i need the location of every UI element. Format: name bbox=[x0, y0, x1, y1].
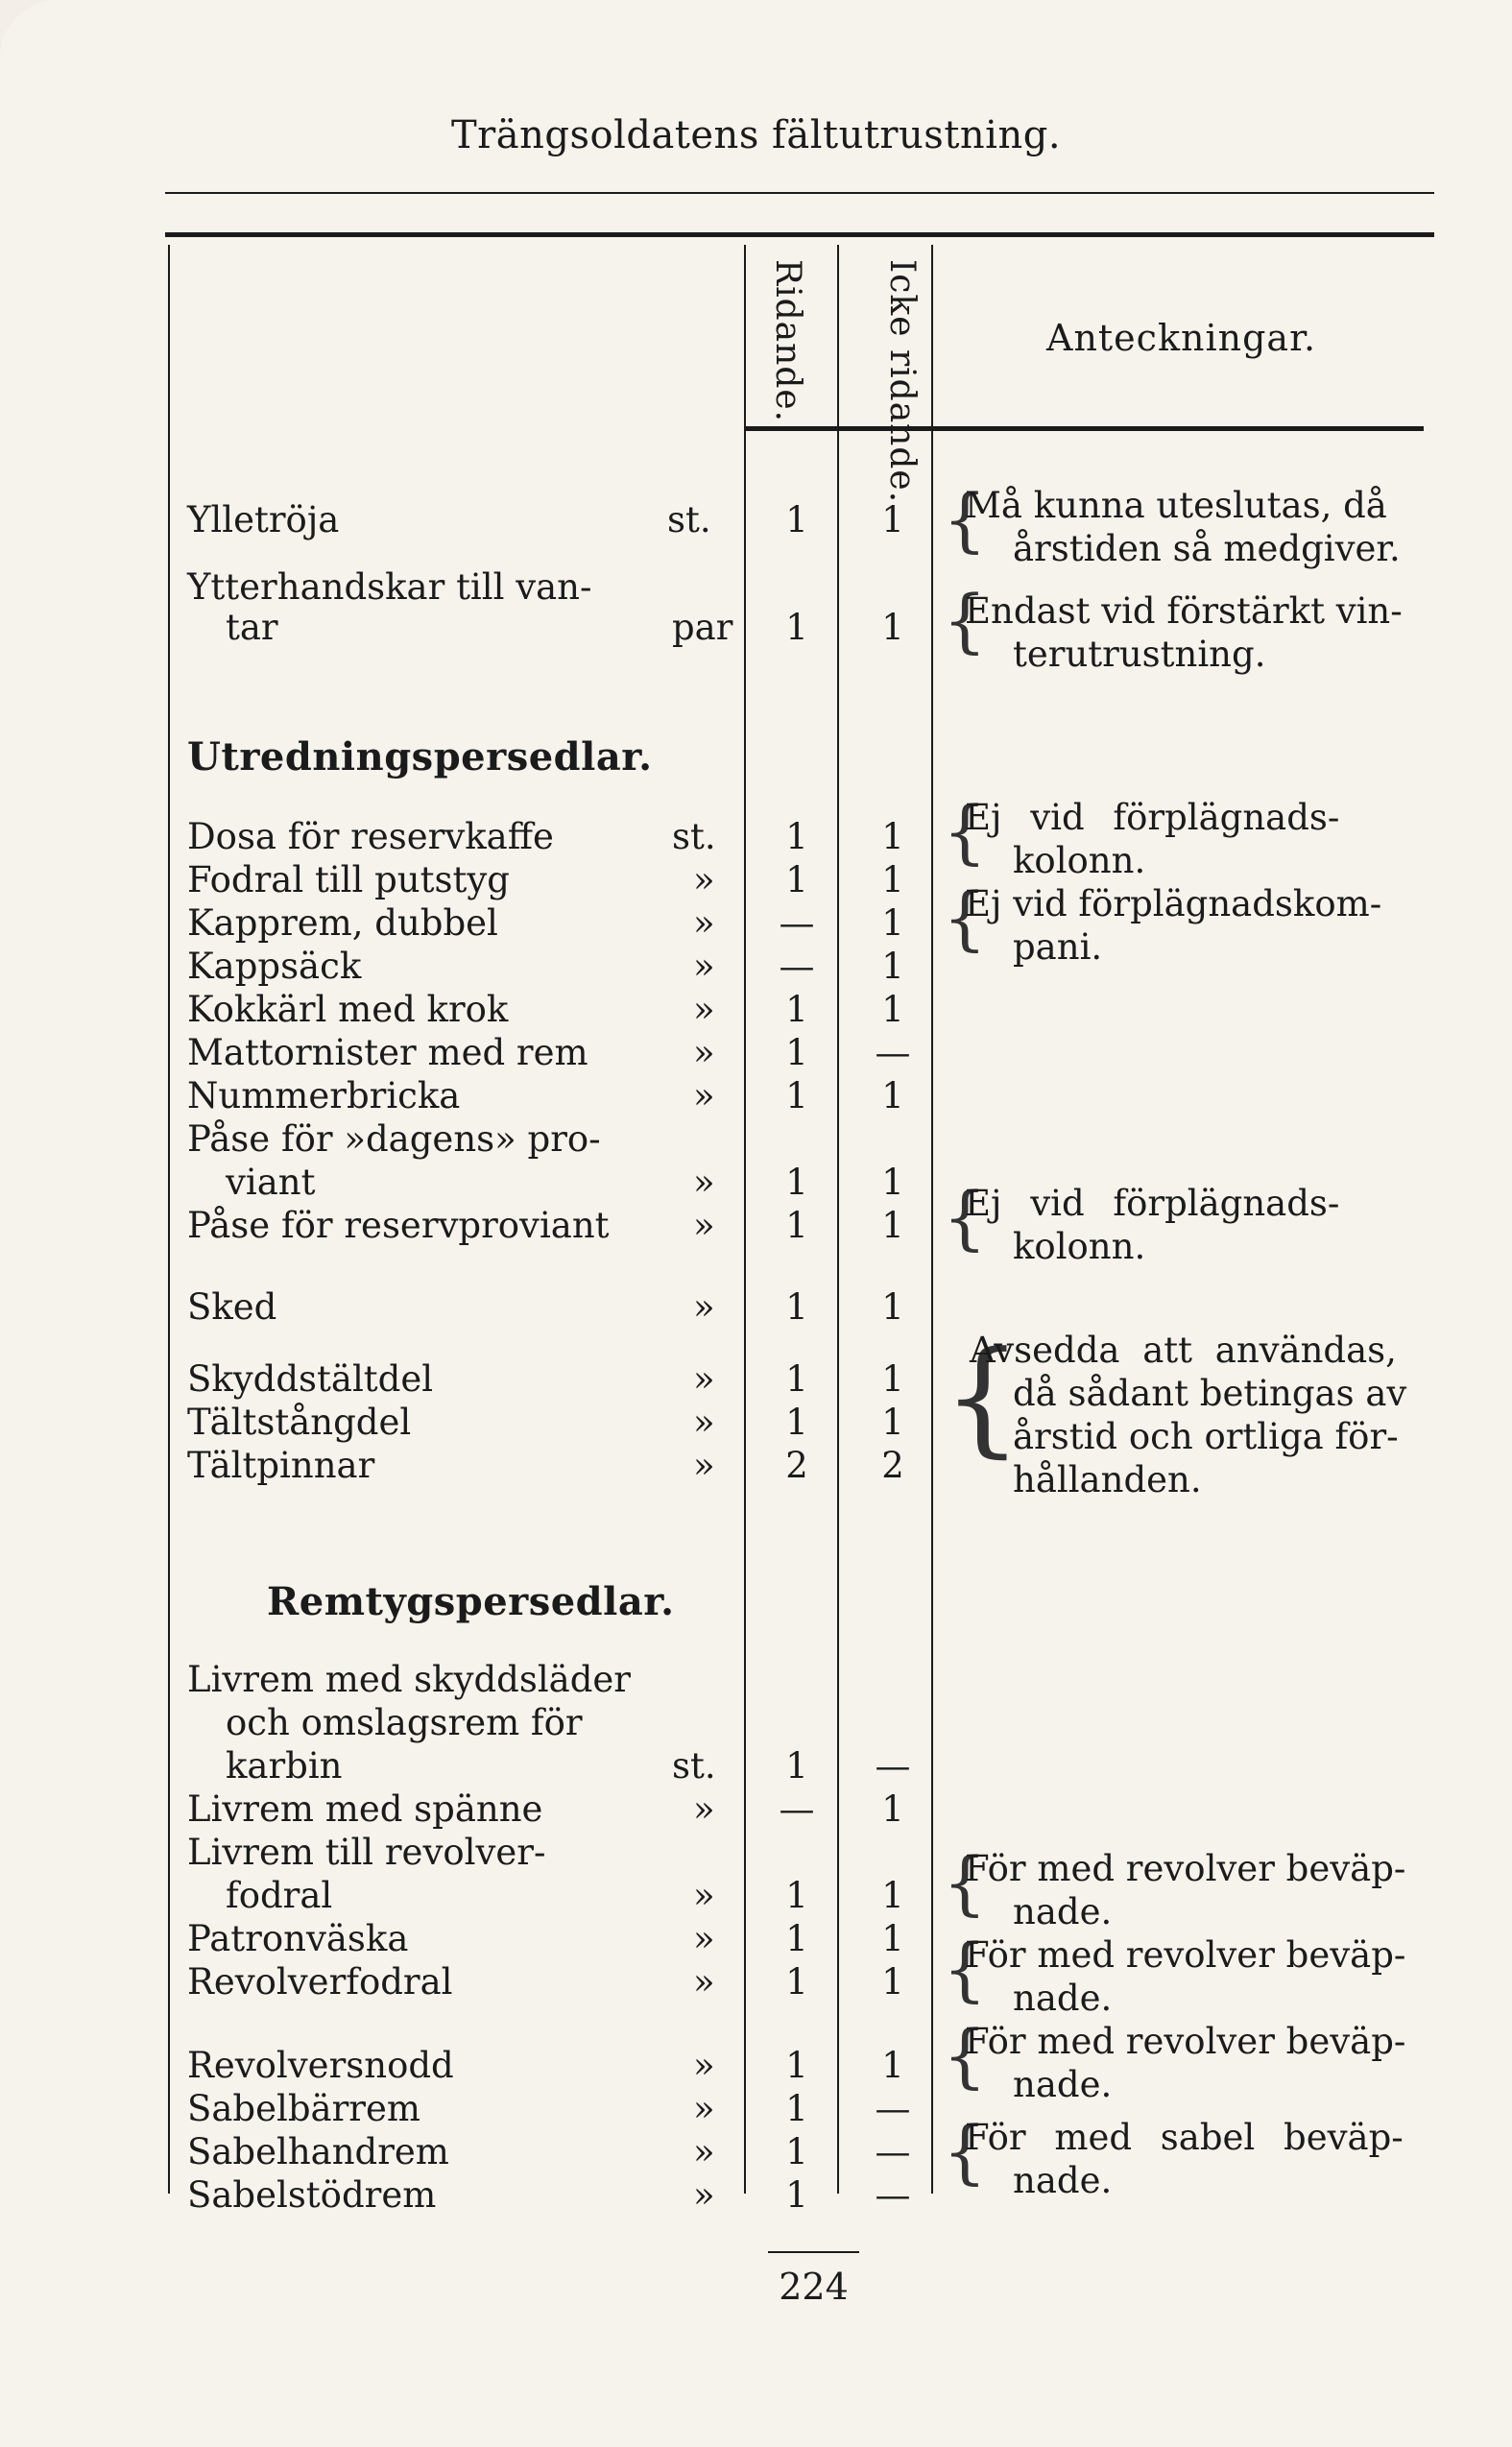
note-line: Ej vid förplägnads- bbox=[965, 1183, 1340, 1224]
count-ridande: 1 bbox=[785, 1745, 808, 1787]
col-header-ridande: Ridande. bbox=[768, 259, 807, 423]
count-ridande: 2 bbox=[785, 1445, 808, 1486]
item-label: Sabelhandrem bbox=[187, 2131, 449, 2172]
section-heading-utredning: Utredningspersedlar. bbox=[187, 734, 653, 780]
item-label: Livrem med spänne bbox=[187, 1788, 543, 1830]
count-icke-ridande: 1 bbox=[881, 946, 904, 987]
item-unit: » bbox=[693, 946, 715, 987]
count-ridande: 1 bbox=[785, 2174, 808, 2216]
item-label: Livrem till revolver- bbox=[187, 1832, 546, 1873]
count-icke-ridande: — bbox=[875, 2131, 911, 2172]
item-label-cont: och omslagsrem för bbox=[226, 1702, 583, 1743]
count-icke-ridande: 1 bbox=[881, 2045, 904, 2086]
item-unit: » bbox=[693, 1445, 715, 1486]
count-ridande: 1 bbox=[785, 1402, 808, 1443]
count-icke-ridande: 1 bbox=[881, 1875, 904, 1916]
item-label-cont: karbin bbox=[226, 1745, 343, 1787]
item-unit: » bbox=[693, 1961, 715, 2003]
note-line: Ej vid förplägnads- bbox=[965, 797, 1340, 838]
note-line: nade. bbox=[1013, 1978, 1113, 2019]
item-label: Revolverfodral bbox=[187, 1961, 453, 2003]
item-unit: » bbox=[693, 859, 715, 900]
note-line: För med revolver beväp- bbox=[965, 1934, 1406, 1976]
item-label: Tältpinnar bbox=[187, 1445, 375, 1486]
item-unit: st. bbox=[672, 1745, 716, 1787]
count-ridande: 1 bbox=[785, 1032, 808, 1073]
item-label: Nummerbricka bbox=[187, 1075, 461, 1116]
note-line: kolonn. bbox=[1013, 840, 1146, 881]
note-line: nade. bbox=[1013, 1891, 1113, 1932]
note-line: årstiden så medgiver. bbox=[1013, 528, 1401, 569]
count-ridande: 1 bbox=[785, 1286, 808, 1328]
count-ridande: 1 bbox=[785, 2045, 808, 2086]
item-unit: » bbox=[693, 1075, 715, 1116]
count-icke-ridande: 1 bbox=[881, 1075, 904, 1116]
item-label: Revolversnodd bbox=[187, 2045, 454, 2086]
brace-icon: { bbox=[943, 877, 987, 958]
col-rule bbox=[837, 245, 839, 2194]
count-ridande: — bbox=[779, 946, 815, 987]
count-icke-ridande: — bbox=[875, 2088, 911, 2129]
page-number: 224 bbox=[779, 2266, 849, 2308]
page-title: Trängsoldatens fältutrustning. bbox=[450, 113, 1062, 157]
item-label: Kappsäck bbox=[187, 946, 362, 987]
rule bbox=[165, 232, 1434, 237]
count-ridande: 1 bbox=[785, 2131, 808, 2172]
item-unit: » bbox=[693, 1788, 715, 1830]
item-unit: » bbox=[693, 2088, 715, 2129]
count-icke-ridande: — bbox=[875, 1745, 911, 1787]
item-unit: » bbox=[693, 1358, 715, 1400]
count-ridande: 1 bbox=[785, 1961, 808, 2003]
item-label: Mattornister med rem bbox=[187, 1032, 588, 1073]
brace-icon: { bbox=[943, 2015, 987, 2096]
count-ridande: 1 bbox=[785, 859, 808, 900]
count-icke-ridande: 1 bbox=[881, 1918, 904, 1959]
note-line: då sådant betingas av bbox=[1013, 1373, 1407, 1414]
note-line: årstid och ortliga för- bbox=[1013, 1416, 1399, 1457]
col-header-icke-ridande: Icke ridande. bbox=[882, 259, 922, 504]
count-ridande: 1 bbox=[785, 1918, 808, 1959]
count-ridande: 1 bbox=[785, 1205, 808, 1246]
item-unit: » bbox=[693, 1875, 715, 1916]
item-label: Sked bbox=[187, 1286, 277, 1328]
count-icke-ridande: 1 bbox=[881, 499, 904, 540]
count-icke-ridande: 1 bbox=[881, 607, 904, 648]
count-ridande: 1 bbox=[785, 607, 808, 648]
brace-icon: { bbox=[943, 791, 987, 872]
count-icke-ridande: 1 bbox=[881, 1402, 904, 1443]
count-ridande: 1 bbox=[785, 1358, 808, 1400]
item-unit: » bbox=[693, 2174, 715, 2216]
brace-icon: { bbox=[943, 1929, 987, 2009]
item-label-cont: tar bbox=[226, 607, 278, 648]
note-line: kolonn. bbox=[1013, 1226, 1146, 1267]
count-ridande: 1 bbox=[785, 1875, 808, 1916]
note-line: Må kunna uteslutas, då bbox=[965, 485, 1387, 526]
item-label: Livrem med skyddsläder bbox=[187, 1659, 631, 1700]
item-label: Kapprem, dubbel bbox=[187, 902, 498, 944]
count-icke-ridande: 1 bbox=[881, 989, 904, 1030]
note-line: hållanden. bbox=[1013, 1459, 1202, 1500]
item-unit: » bbox=[693, 2131, 715, 2172]
item-unit: » bbox=[693, 2045, 715, 2086]
item-unit: » bbox=[693, 989, 715, 1030]
col-rule bbox=[931, 245, 933, 2194]
brace-icon: { bbox=[943, 2111, 987, 2192]
note-line: För med sabel beväp- bbox=[965, 2117, 1404, 2158]
count-ridande: 1 bbox=[785, 1075, 808, 1116]
note-line: För med revolver beväp- bbox=[965, 2021, 1406, 2062]
note-line: För med revolver beväp- bbox=[965, 1848, 1406, 1889]
note-line: pani. bbox=[1013, 926, 1103, 968]
item-label: Dosa för reservkaffe bbox=[187, 816, 554, 857]
brace-icon: { bbox=[943, 580, 987, 660]
count-icke-ridande: — bbox=[875, 2174, 911, 2216]
item-label: Tältstångdel bbox=[187, 1402, 412, 1443]
count-icke-ridande: 1 bbox=[881, 1286, 904, 1328]
item-label: Kokkärl med krok bbox=[187, 989, 509, 1030]
count-icke-ridande: 1 bbox=[881, 1788, 904, 1830]
count-ridande: 1 bbox=[785, 1162, 808, 1203]
item-unit: st. bbox=[672, 816, 716, 857]
item-unit: » bbox=[693, 1918, 715, 1959]
item-unit: st. bbox=[667, 499, 711, 540]
brace-icon: { bbox=[943, 1324, 1022, 1470]
item-unit: » bbox=[693, 1032, 715, 1073]
count-ridande: 1 bbox=[785, 989, 808, 1030]
count-icke-ridande: — bbox=[875, 1032, 911, 1073]
item-unit: » bbox=[693, 1205, 715, 1246]
item-label-cont: fodral bbox=[226, 1875, 333, 1916]
note-line: terutrustning. bbox=[1013, 634, 1266, 675]
item-unit: » bbox=[693, 1162, 715, 1203]
section-heading-remtyg: Remtygspersedlar. bbox=[267, 1579, 675, 1624]
count-icke-ridande: 1 bbox=[881, 1358, 904, 1400]
item-label: Sabelbärrem bbox=[187, 2088, 420, 2129]
item-label: Ylletröja bbox=[187, 499, 340, 540]
item-label: Skyddstältdel bbox=[187, 1358, 434, 1400]
count-ridande: 1 bbox=[785, 2088, 808, 2129]
count-ridande: 1 bbox=[785, 499, 808, 540]
item-unit: » bbox=[693, 1402, 715, 1443]
note-line: Ej vid förplägnadskom- bbox=[965, 883, 1382, 924]
brace-icon: { bbox=[943, 479, 987, 560]
item-label: Påse för »dagens» pro- bbox=[187, 1118, 601, 1160]
rule bbox=[768, 2251, 859, 2253]
item-label: Patronväska bbox=[187, 1918, 409, 1959]
count-icke-ridande: 2 bbox=[881, 1445, 904, 1486]
note-line: Avsedda att användas, bbox=[970, 1330, 1397, 1371]
brace-icon: { bbox=[943, 1842, 987, 1923]
item-label: Fodral till putstyg bbox=[187, 859, 510, 900]
item-unit: » bbox=[693, 1286, 715, 1328]
note-line: Endast vid förstärkt vin- bbox=[965, 590, 1403, 632]
count-icke-ridande: 1 bbox=[881, 816, 904, 857]
count-icke-ridande: 1 bbox=[881, 859, 904, 900]
item-unit: par bbox=[672, 607, 733, 648]
item-label: Påse för reservproviant bbox=[187, 1205, 610, 1246]
count-icke-ridande: 1 bbox=[881, 902, 904, 944]
col-header-anteckningar: Anteckningar. bbox=[1046, 317, 1317, 359]
count-ridande: 1 bbox=[785, 816, 808, 857]
brace-icon: { bbox=[943, 1177, 987, 1258]
rule bbox=[165, 192, 1434, 194]
item-label-cont: viant bbox=[226, 1162, 316, 1203]
note-line: nade. bbox=[1013, 2160, 1113, 2201]
count-icke-ridande: 1 bbox=[881, 1162, 904, 1203]
item-label: Sabelstödrem bbox=[187, 2174, 437, 2216]
item-label: Ytterhandskar till van- bbox=[187, 566, 592, 608]
count-icke-ridande: 1 bbox=[881, 1961, 904, 2003]
count-ridande: — bbox=[779, 902, 815, 944]
table-left-rule bbox=[168, 245, 170, 2194]
item-unit: » bbox=[693, 902, 715, 944]
count-ridande: — bbox=[779, 1788, 815, 1830]
note-line: nade. bbox=[1013, 2064, 1113, 2105]
count-icke-ridande: 1 bbox=[881, 1205, 904, 1246]
